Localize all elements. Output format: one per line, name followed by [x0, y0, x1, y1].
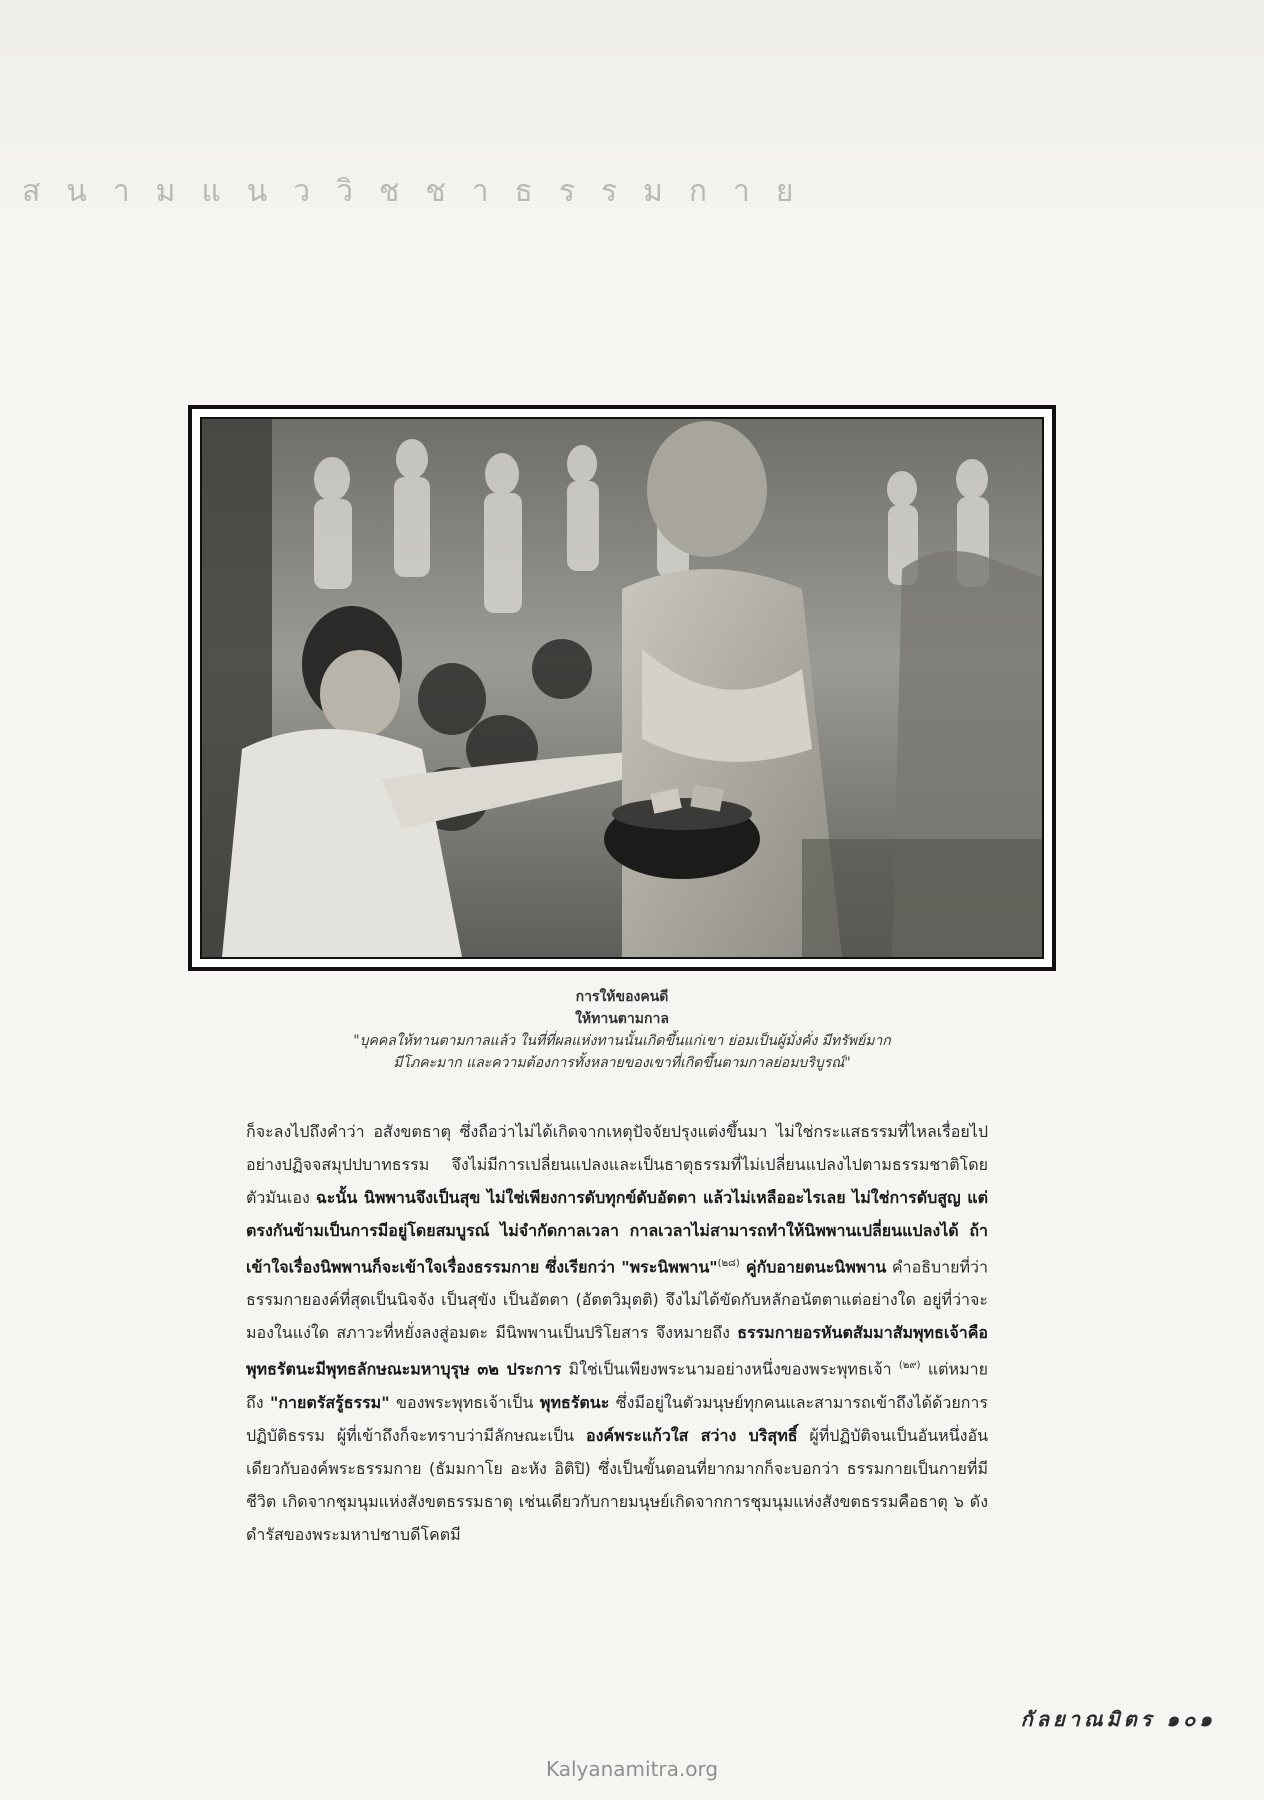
site-watermark: Kalyanamitra.org [545, 1757, 719, 1781]
photo-illustration [202, 419, 1044, 957]
photo-frame [188, 405, 1056, 971]
caption-subtitle: ให้ทานตามกาล [575, 1011, 669, 1027]
body-bold-run: องค์พระแก้วใส สว่าง บริสุทธิ์ [586, 1425, 798, 1445]
body-bold-run: ธรรมกายอรหันตสัมมาสัมพุทธเจ้าคือพุทธรัตนะมีพุทธลักษณะมหาบุรุษ ๓๒ ประการ [246, 1323, 988, 1379]
body-bold-run: คู่กับอายตนะนิพพาน [739, 1257, 887, 1277]
journal-page-footer: กัลยาณมิตร ๑๐๑ [1020, 1707, 1216, 1731]
caption-quote-line-2: มีโภคะมาก และความต้องการทั้งหลายของเขาที่เกิดขึ้นตามกาลย่อมบริบูรณ์" [393, 1055, 851, 1071]
body-text-run: คำอธิบายที่ว่าธรรมกายองค์ที่สุดเป็นนิจจัง เป็นสุขัง เป็นอัตตา (อัตตวิมุตติ) จึงไม่ได้ขัดกับหลักอนัตตาแต่อย่างใด อยู่ที่ว่าจะมองในแง่ใด สภาวะที่หยั่งลงสู่อมตะ มีนิพพานเป็นปริโยสาร จึงหมายถึง [246, 1257, 988, 1343]
footnote-ref: (๒๘) [717, 1258, 740, 1269]
caption-quote-line-1: "บุคคลให้ทานตามกาลแล้ว ในที่ที่ผลแห่งทานนั้นเกิดขึ้นแก่เขา ย่อมเป็นผู้มั่งคั่ง มีทรัพย์มาก [353, 1033, 891, 1049]
body-text-run: ของพระพุทธเจ้าเป็น [389, 1392, 540, 1412]
photo-caption [188, 986, 1056, 1074]
body-text-run: ซึ่งมีอยู่ในตัวมนุษย์ทุกคนและสามารถเข้าถึงได้ด้วยการปฏิบัติธรรม ผู้ที่เข้าถึงก็จะทราบว่ามีลักษณะเป็น [246, 1392, 989, 1445]
section-title: สนามแนววิชชาธรรมกาย [22, 174, 820, 209]
body-bold-run: "กายตรัสรู้ธรรม" [270, 1392, 390, 1412]
caption-title: การให้ของคนดี [575, 989, 669, 1005]
alms-giving-photo [200, 417, 1044, 959]
footnote-ref: (๒๙) [898, 1360, 921, 1372]
body-bold-run: ฉะนั้น นิพพานจึงเป็นสุข ไม่ใช่เพียงการดับทุกข์ดับอัตตา แล้วไม่เหลืออะไรเลย ไม่ใช่การดับสูญ แต่ตรงกันข้ามเป็นการมีอยู่โดยสมบูรณ์ ไม่จำกัดกาลเวลา กาลเวลาไม่สามารถทำให้นิพพานเปลี่ยนแปลงได้ ถ้าเข้าใจเรื่องนิพพานก็จะเข้าใจเรื่องธรรมกาย ซึ่งเรียกว่า "พระนิพพาน" [246, 1188, 989, 1277]
body-text-run: ก็จะลงไปถึงคำว่า อสังขตธาตุ ซึ่งถือว่าไม่ได้เกิดจากเหตุปัจจัยปรุงแต่งขึ้นมา ไม่ใช่กระแสธรรมที่ไหลเรื่อยไปอย่างปฏิจจสมุปปบาทธรรม จึงไม่มีการเปลี่ยนแปลงและเป็นธาตุธรรมที่ไม่เปลี่ยนแปลงไปตามธรรมชาติโดยตัวมันเอง [246, 1122, 988, 1207]
body-text-run: มิใช่เป็นเพียงพระนามอย่างหนึ่งของพระพุทธเจ้า [561, 1359, 899, 1379]
body-bold-run: พุทธรัตนะ [539, 1392, 610, 1412]
body-paragraph [246, 1115, 988, 1551]
body-text-run: ผู้ที่ปฏิบัติจนเป็นอันหนึ่งอันเดียวกับองค์พระธรรมกาย (ธัมมกาโย อะหัง อิติปิ) ซึ่งเป็นขั้นตอนที่ยากมากก็จะบอกว่า ธรรมกายเป็นกายที่มีชีวิต เกิดจากชุมนุมแห่งสังขตธรรมธาตุ เช่นเดียวกับกายมนุษย์เกิดจากการชุมนุมแห่งสังขตธรรมคือธาตุ ๖ ดังดำรัสของพระมหาปชาบดีโคตมี [246, 1425, 989, 1544]
body-text-run: แต่หมายถึง [246, 1359, 988, 1412]
